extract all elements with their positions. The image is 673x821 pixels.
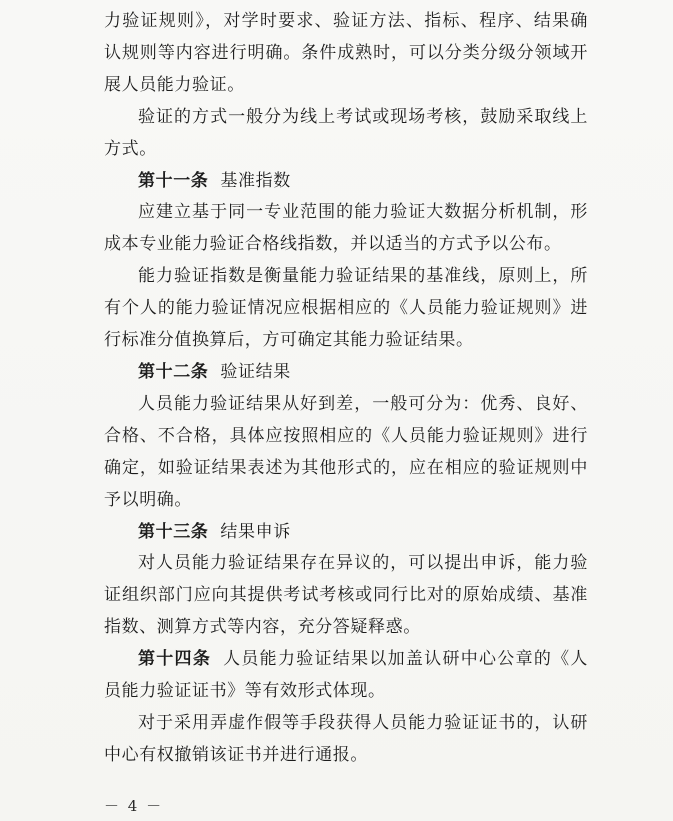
article-number: 第十三条 [138,521,209,542]
article-title: 结果申诉 [220,521,291,542]
article-number: 第十一条 [138,170,209,191]
paragraph-benchmark-index: 能力验证指数是衡量能力验证结果的基准线，原则上，所有个人的能力验证情况应根据相应的《人员能力验证规则》进行标准分值换算后，方可确定其能力验证结果。 [104,266,588,351]
article-14-paragraph [104,644,588,708]
paragraph-result-grades: 人员能力验证结果从好到差，一般可分为：优秀、良好、合格、不合格，具体应按照相应的《人员能力验证规则》进行确定，如验证结果表述为其他形式的，应在相应的验证规则中予以明确。 [104,393,588,510]
article-13-heading [104,517,588,549]
article-number: 第十四条 [138,649,212,670]
paragraph-verification-rules: 力验证规则》，对学时要求、验证方法、指标、程序、结果确认规则等内容进行明确。条件成熟时，可以分类分级分领域开展人员能力验证。 [104,11,588,95]
article-11-heading [104,166,588,198]
paragraph-appeal: 对人员能力验证结果存在异议的，可以提出申诉，能力验证组织部门应向其提供考试考核或同行比对的原始成绩、基准指数、测算方式等内容，充分答疑释惑。 [104,553,588,638]
page-number: － 4 － [104,797,164,815]
paragraph-verification-method: 验证的方式一般分为线上考试或现场考核，鼓励采取线上方式。 [104,106,588,159]
article-title: 基准指数 [220,170,291,191]
article-14-text: 人员能力验证结果以加盖认研中心公章的《人员能力验证证书》等有效形式体现。 [104,649,589,702]
paragraph-big-data-mechanism: 应建立基于同一专业范围的能力验证大数据分析机制，形成本专业能力验证合格线指数，并以适当的方式予以公布。 [104,202,588,255]
article-title: 验证结果 [220,361,291,382]
paragraph-revocation: 对于采用弄虚作假等手段获得人员能力验证证书的，认研中心有权撤销该证书并进行通报。 [104,712,588,765]
article-12-heading [104,357,588,389]
document-body [104,6,588,772]
article-number: 第十二条 [138,361,209,382]
